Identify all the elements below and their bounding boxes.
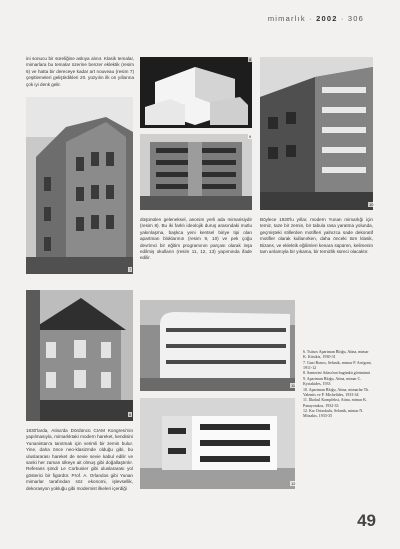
photo-number: 7 <box>129 267 132 272</box>
column-3-text <box>260 217 373 273</box>
caption: 12. Kız Ortaokulu, Selanik, mimar N. Mitsakis, 1933-35 <box>303 408 364 419</box>
issue-number: 306 <box>347 14 364 23</box>
photo-number: 10 <box>369 202 374 207</box>
paragraph: düşünülen geleneksel, anonim yerli ada mimarisiydir (resim 8). Bu iki farklı ideolojik duruş arasındaki mutlu yakınlaşma, başkca yeni kentsel biriye tipi olan apartman bloklarının (resim 9, 10) ve pek çoğu devrimci bir eğitim programının parçası olarak inşa edilmiş okulların (resim 11, 12, 13) yapımında ifade edilir. <box>140 217 252 261</box>
paragraph: 1930'larda, Atina'da Dördüncü CIAM Kongresi'nin yapılmasıyla, mimarlıktaki modern hareket, kendisini Yunanistan'a tanıtmak için verimli bir zemin bulur. Yine, daha önce neo-klasizmde olduğu gibi, bu uluslararası hareket de sevie sevie kabul edilir ve sanki her zaman ülkeye ait olmuş gibi doğallaştırılır. Referans şimdi Le Corbusier gibi uluslararası yol gösterici bir figürdür. Prof. A. Orlandos gibi Yunan mimarlar tarafından söz ekonomi, işlevsellik, dekorasyon yokluğu gibi modernist ilkeleri içerdiği <box>26 428 133 491</box>
photo-7-ornate-building <box>26 97 133 274</box>
photo-number: 8 <box>249 57 252 62</box>
caption: 7. Gazi Bonos, Selanik, mimar P. Arrigoni, 1911-12 <box>303 359 372 370</box>
column-1-bottom-text <box>26 428 133 510</box>
photo-number: 9 <box>249 134 252 139</box>
caption: 6. Tsitsos Apartman Bloğu, Atina, mimar K. Kitsikis, 1930-31 <box>303 349 369 360</box>
photo-8-white-houses <box>140 57 252 128</box>
page-number: 49 <box>357 511 376 530</box>
column-2-text <box>140 217 252 273</box>
header-separator: · <box>340 14 345 23</box>
photo-10-corner-building <box>260 57 373 210</box>
header-separator: · <box>309 14 313 23</box>
caption: 8. Santorini Adası'nın bugünkü görünümü <box>303 370 371 376</box>
photo-12-girls-school <box>140 398 295 489</box>
photo-captions <box>303 349 373 419</box>
paragraph: Böylece 1930'lu yıllar, modern Yunan mimarlığı için temiz, tazе bir zemin, bir tabula rasa yaratma yolunda, geçmişteki stillerden motifleri yalnızca sade dekoratif motifler olarak kullanırken, daha önceki tüm klasik, Bizans, ve eklektik eğilimleri kenara süpüren, kelimenin tam anlamıyla bir yıkama, bir temizlik süreci olacaktır. <box>260 217 373 255</box>
column-1-top-text <box>26 56 134 96</box>
photo-11-school-complex <box>140 300 295 391</box>
photo-6-villa <box>26 290 133 421</box>
photo-number: 6 <box>129 412 132 417</box>
photo-number: 12 <box>291 481 296 486</box>
running-header <box>268 14 364 23</box>
year: 2002 <box>316 14 338 23</box>
caption: 11. İlkokul Kompleksi, Atina, mimar K. Panayotakos, 1932-33 <box>303 397 367 408</box>
photo-number: 11 <box>291 383 296 388</box>
caption: 9. Apartman Bloğu, Atina, mimar C. Kyriakides, 1933 <box>303 375 362 387</box>
caption: 10. Apartman Bloğu, Atina, mimarlar Th. Valentis ve P. Michelides, 1933-34 <box>303 386 370 397</box>
magazine-name: mimarlık <box>267 14 306 23</box>
paragraph: ini sonucu bir süreliğine askıya alınır. Klasik temalar, mimarlara bu temalar üzerine benzer eklektik (resim 6) ve hatta bir dereceye kadar art nouveau (resim 7) çeşitlemeleri geliştirdikleri 20. yüzyılın ilk on yıllarına çok iyi denk gelir. <box>26 56 134 87</box>
photo-9-apartment-block <box>140 134 252 210</box>
